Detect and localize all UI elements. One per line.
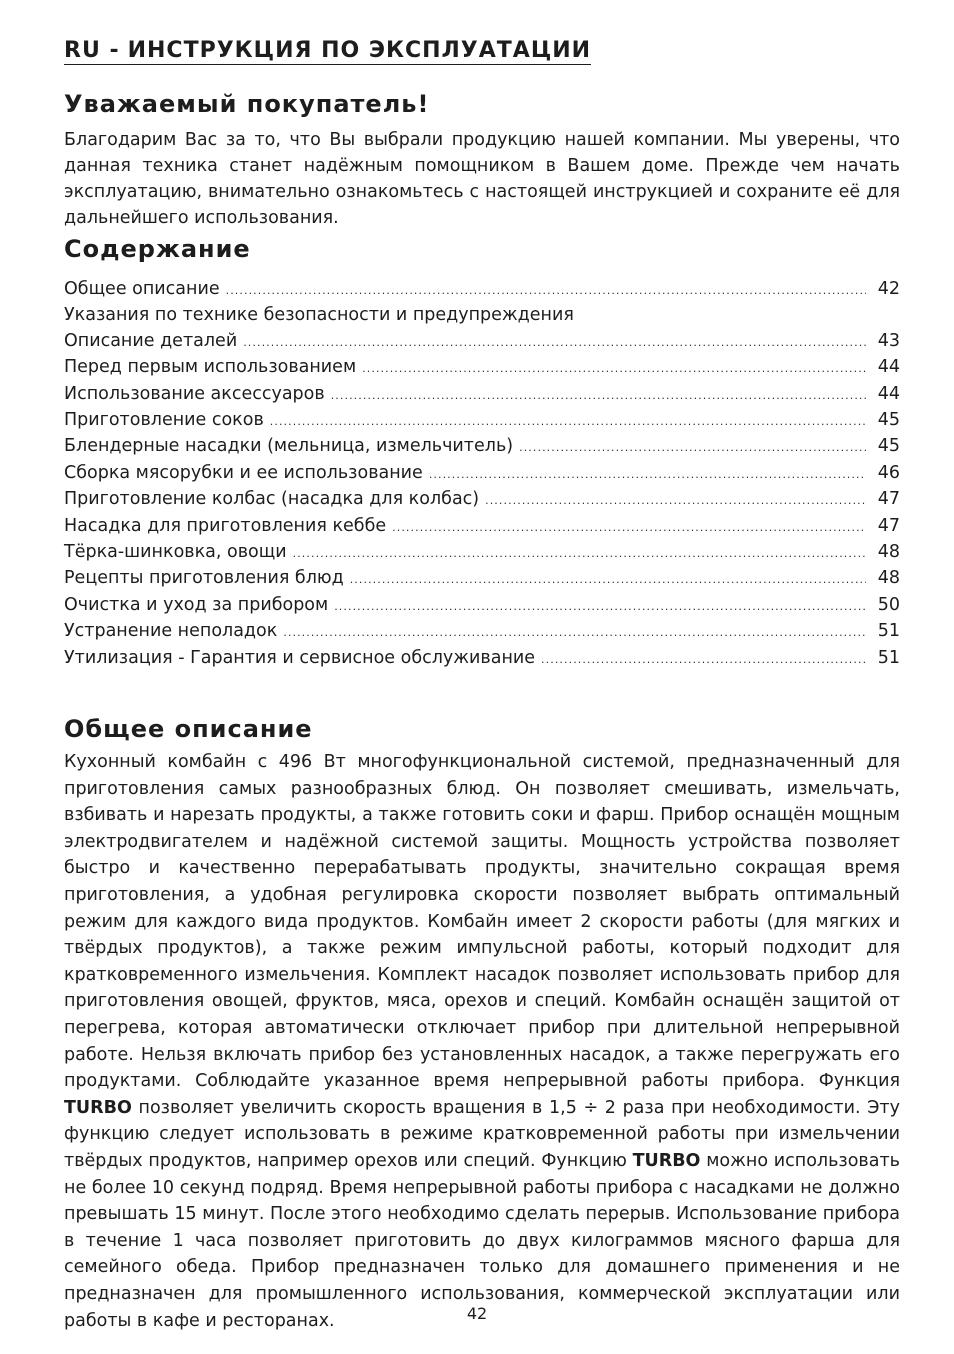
toc-entry[interactable] [64,646,900,672]
toc-entry-page: 45 [877,436,900,457]
section-heading: Общее описание [64,715,313,744]
toc-entry-label: Утилизация - Гарантия и сервисное обслуживание [64,647,536,668]
toc-entry-page: 51 [877,621,900,642]
toc-entry-label: Описание деталей [64,330,238,351]
toc-entry-page: 50 [877,594,900,615]
manual-page [64,38,900,1334]
toc-entry-page: 45 [877,410,900,431]
toc-entry[interactable] [64,566,900,592]
intro-paragraph: Благодарим Вас за то, что Вы выбрали продукцию нашей компании. Мы уверены, что данная техника станет надёжным помощником в Вашем доме. Прежде чем начать эксплуатацию, внимательно ознакомьтесь с настоящей инструкцией и сохраните её для дальнейшего использования. [64,130,900,228]
contents-heading: Cодержание [64,235,251,263]
toc-entry-page: 48 [877,542,900,563]
toc-entry-label: Насадка для приготовления кеббе [64,515,387,536]
toc-entry-label: Блендерные насадки (мельница, измельчитель) [64,436,514,457]
header-title: ИНСТРУКЦИЯ ПО ЭКСПЛУАТАЦИИ [127,38,592,63]
toc-entry-page: 43 [877,330,900,351]
toc-entry-label: Сборка мясорубки и ee использование [64,462,423,483]
toc-entry-label: Приготовление соков [64,410,264,431]
turbo-label: TURBO [632,1151,701,1171]
toc-entry-page: 46 [877,462,900,483]
language-prefix: RU - [64,38,120,63]
toc-entry-page: 48 [877,568,900,589]
greeting-heading: Уважаемый покупатель! [64,90,430,118]
toc-entry-page: 47 [877,489,900,510]
toc-entry-label: Общее описание [64,279,220,299]
table-of-contents [64,277,900,672]
toc-entry[interactable] [64,514,900,540]
toc-entry[interactable] [64,487,900,513]
toc-entry-label: Очистка и уход за прибором [64,594,329,615]
section-body [64,749,900,1334]
toc-entry[interactable] [64,434,900,460]
body-text-part: можно использовать не более 10 секунд подряд. Время непрерывной работы прибора с насадками не должно превышать 15 минут. После этого необходимо сделать перерыв. Использование прибора в течение 1 часа позволяет приготовить до двух килограммов мясного фарша для семейного обеда. Прибор предназначен только для домашнего применения и не предназначен для промышленного использования, коммерческой эксплуатации или работы в кафе и ресторанах. [64,1151,900,1331]
toc-entry-page: 42 [877,279,900,299]
toc-entry-label: Устранение неполадок [64,621,278,642]
toc-entry[interactable] [64,593,900,619]
toc-entry[interactable] [64,382,900,408]
toc-entry-page: 47 [877,515,900,536]
toc-entry-continuation[interactable] [64,329,900,355]
page-header [64,38,591,65]
toc-entry-label: Приготовление колбас (насадка для колбас) [64,489,480,510]
page-number: 42 [466,1304,488,1323]
turbo-label: TURBO [64,1097,132,1118]
toc-entry[interactable] [64,540,900,566]
toc-entry[interactable] [64,355,900,381]
toc-entry-label: Рецепты приготовления блюд [64,568,344,589]
toc-entry-label: Указания по технике безопасности и предупреждения [64,305,574,326]
toc-entry-page: 44 [877,383,900,404]
toc-entry-page: 51 [877,647,900,668]
toc-entry[interactable] [64,461,900,487]
toc-entry-label: Использование аксессуаров [64,383,325,404]
toc-entry[interactable] [64,303,900,328]
toc-entry[interactable] [64,619,900,645]
toc-entry-page: 44 [877,357,900,378]
body-text-part: позволяет увеличить скорость вращения в 1,5 ÷ 2 раза при необходимости. Эту функцию следует использовать в режиме кратковременной работы при измельчении твёрдых продуктов, например орехов или специй. Функцию [64,1097,900,1171]
body-text-part: Кухонный комбайн с 496 Вт многофункциональной системой, предназначенный для приготовления самых разнообразных блюд. Он позволяет смешивать, измельчать, взбивать и нарезать продукты, а также готовить соки и фарш. Прибор оснащён мощным электродвигателем и надёжной системой защиты. Мощность устройства позволяет быстро и качественно перерабатывать продукты, значительно сокращая время приготовления, а удобная регулировка скорости позволяет выбрать оптимальный режим для каждого вида продуктов. Комбайн имеет 2 скорости работы (для мягких и твёрдых продуктов), а также режим импульсной работы, который подходит для кратковременного измельчения. Комплект насадок позволяет использовать прибор для приготовления овощей, фруктов, мяса, орехов и специй. Комбайн оснащён защитой от перегрева, которая автоматически отключает прибор при длительной непрерывной работе. Нельзя включать прибор без установленных насадок, а также перегружать его продуктами. Соблюдайте указанное время непрерывной работы прибора. Функция [64,752,900,1092]
toc-entry-label: Тёрка-шинковка, овощи [64,542,287,563]
toc-entry-label: Перед первым использованием [64,357,357,378]
toc-entry[interactable] [64,277,900,303]
toc-entry[interactable] [64,408,900,434]
